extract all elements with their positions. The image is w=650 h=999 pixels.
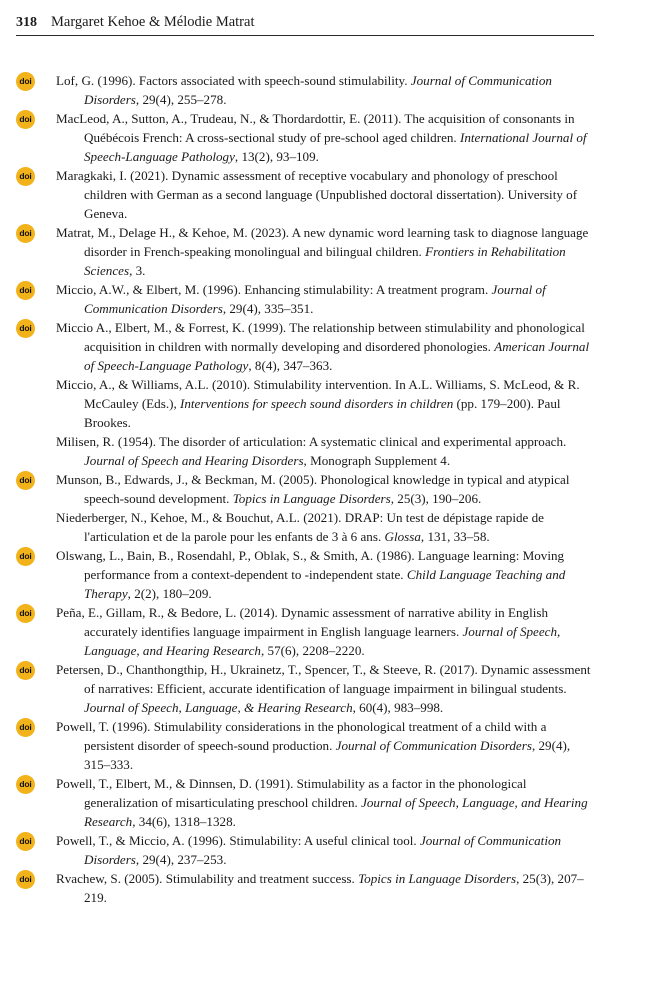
reference-source-title: Child Language Teaching and Therapy	[84, 567, 566, 601]
reference-entry	[16, 375, 594, 432]
reference-authors-title: Powell, T., & Miccio, A. (1996). Stimulability: A useful clinical tool.	[56, 833, 420, 848]
reference-authors-title: Niederberger, N., Kehoe, M., & Bouchut, A.L. (2021). DRAP: Un test de dépistage rapide de l'articulation et de la parole pour les enfants de 3 à 6 ans.	[56, 510, 544, 544]
doi-link-icon[interactable]: doi	[16, 281, 35, 300]
reference-text	[56, 869, 594, 907]
reference-volume-pages: , 25(3), 190–206.	[390, 491, 482, 506]
reference-entry	[16, 508, 594, 546]
reference-volume-pages: (pp. 179–200). Paul Brookes.	[84, 396, 561, 430]
reference-text	[56, 546, 594, 603]
reference-text	[56, 831, 594, 869]
reference-entry	[16, 774, 594, 831]
reference-volume-pages: , 60(4), 983–998.	[352, 700, 444, 715]
reference-text	[56, 432, 594, 470]
reference-authors-title: Lof, G. (1996). Factors associated with speech-sound stimulability.	[56, 73, 411, 88]
reference-authors-title: Petersen, D., Chanthongthip, H., Ukrainetz, T., Spencer, T., & Steeve, R. (2017). Dynamic assessment of narratives: Efficient, accurate identification of language impairment in bilingual students.	[56, 662, 591, 696]
doi-link-icon[interactable]: doi	[16, 547, 35, 566]
reference-volume-pages: , 3.	[129, 263, 146, 278]
reference-entry	[16, 717, 594, 774]
reference-source-title: Frontiers in Rehabilitation Sciences	[84, 244, 566, 278]
reference-text	[56, 71, 594, 109]
reference-volume-pages: , 29(4), 335–351.	[222, 301, 314, 316]
reference-text	[56, 280, 594, 318]
reference-entry	[16, 470, 594, 508]
doi-link-icon[interactable]: doi	[16, 870, 35, 889]
reference-volume-pages: , 2(2), 180–209.	[127, 586, 212, 601]
reference-entry	[16, 318, 594, 375]
reference-authors-title: Milisen, R. (1954). The disorder of articulation: A systematic clinical and experimental approach.	[56, 434, 567, 449]
reference-authors-title: Peña, E., Gillam, R., & Bedore, L. (2014). Dynamic assessment of narrative ability in English accurately identifies language impairment in English language learners.	[56, 605, 549, 639]
reference-volume-pages: , 29(4), 315–333.	[84, 738, 571, 772]
reference-text	[56, 109, 594, 166]
doi-link-icon[interactable]: doi	[16, 775, 35, 794]
reference-entry	[16, 223, 594, 280]
reference-authors-title: Powell, T., Elbert, M., & Dinnsen, D. (1991). Stimulability as a factor in the phonological generalization of misarticulating preschool children.	[56, 776, 527, 810]
reference-text	[56, 508, 594, 546]
reference-text	[56, 660, 594, 717]
reference-entry	[16, 603, 594, 660]
reference-list	[16, 71, 594, 907]
page-number: 318	[16, 15, 37, 30]
reference-volume-pages: , 8(4), 347–363.	[248, 358, 333, 373]
reference-entry	[16, 432, 594, 470]
reference-authors-title: Olswang, L., Bain, B., Rosendahl, P., Oblak, S., & Smith, A. (1986). Language learning: Moving performance from a context-dependent to -independent state.	[56, 548, 565, 582]
reference-authors-title: Rvachew, S. (2005). Stimulability and treatment success.	[56, 871, 359, 886]
reference-volume-pages: , 57(6), 2208–2220.	[260, 643, 365, 658]
doi-link-icon[interactable]: doi	[16, 224, 35, 243]
reference-source-title: Journal of Communication Disorders	[335, 738, 532, 753]
doi-link-icon[interactable]: doi	[16, 319, 35, 338]
reference-volume-pages: , 34(6), 1318–1328.	[132, 814, 236, 829]
reference-authors-title: Maragkaki, I. (2021). Dynamic assessment of receptive vocabulary and phonology of preschool children with German as a second language (Unpublished doctoral dissertation). University of Geneva.	[56, 168, 578, 221]
doi-link-icon[interactable]: doi	[16, 167, 35, 186]
reference-authors-title: Matrat, M., Delage H., & Kehoe, M. (2023). A new dynamic word learning task to diagnose language disorder in French-speaking monolingual and bilingual children.	[56, 225, 589, 259]
reference-volume-pages: , 29(4), 237–253.	[135, 852, 227, 867]
doi-link-icon[interactable]: doi	[16, 832, 35, 851]
doi-link-icon[interactable]: doi	[16, 471, 35, 490]
reference-entry	[16, 280, 594, 318]
reference-entry	[16, 109, 594, 166]
reference-volume-pages: , 25(3), 207–219.	[84, 871, 584, 905]
reference-source-title: Journal of Speech, Language, and Hearing Research	[84, 624, 561, 658]
reference-entry	[16, 71, 594, 109]
reference-text	[56, 166, 594, 223]
reference-text	[56, 470, 594, 508]
reference-source-title: Journal of Communication Disorders	[84, 282, 546, 316]
running-header	[16, 14, 594, 36]
reference-source-title: Interventions for speech sound disorders in children	[180, 396, 454, 411]
reference-authors-title: Munson, B., Edwards, J., & Beckman, M. (2005). Phonological knowledge in typical and atypical speech-sound development.	[56, 472, 570, 506]
reference-text	[56, 375, 594, 432]
reference-source-title: Journal of Communication Disorders	[84, 73, 552, 107]
reference-source-title: Glossa	[384, 529, 421, 544]
reference-text	[56, 603, 594, 660]
reference-text	[56, 717, 594, 774]
reference-authors-title: Miccio, A., & Williams, A.L. (2010). Stimulability intervention. In A.L. Williams, S. McLeod, & R. McCauley (Eds.),	[56, 377, 580, 411]
reference-volume-pages: , Monograph Supplement 4.	[303, 453, 451, 468]
reference-source-title: Topics in Language Disorders	[232, 491, 391, 506]
reference-text	[56, 774, 594, 831]
reference-entry	[16, 869, 594, 907]
reference-volume-pages: , 13(2), 93–109.	[234, 149, 319, 164]
reference-authors-title: Miccio, A.W., & Elbert, M. (1996). Enhancing stimulability: A treatment program.	[56, 282, 492, 297]
reference-text	[56, 223, 594, 280]
reference-authors-title: MacLeod, A., Sutton, A., Trudeau, N., & Thordardottir, E. (2011). The acquisition of consonants in Québécois French: A cross-sectional study of pre-school aged children.	[56, 111, 575, 145]
reference-source-title: American Journal of Speech-Language Pathology	[84, 339, 590, 373]
reference-entry	[16, 660, 594, 717]
reference-source-title: International Journal of Speech-Language Pathology	[84, 130, 587, 164]
reference-text	[56, 318, 594, 375]
reference-authors-title: Miccio A., Elbert, M., & Forrest, K. (1999). The relationship between stimulability and phonological acquisition in children with normally developing and disordered phonologies.	[56, 320, 585, 354]
reference-entry	[16, 166, 594, 223]
doi-link-icon[interactable]: doi	[16, 72, 35, 91]
reference-volume-pages: , 131, 33–58.	[420, 529, 490, 544]
reference-source-title: Topics in Language Disorders	[358, 871, 517, 886]
reference-source-title: Journal of Communication Disorders	[84, 833, 562, 867]
reference-authors-title: Powell, T. (1996). Stimulability considerations in the phonological treatment of a child with a persistent disorder of speech-sound production.	[56, 719, 547, 753]
reference-entry	[16, 546, 594, 603]
running-title: Margaret Kehoe & Mélodie Matrat	[51, 14, 255, 30]
reference-source-title: Journal of Speech, Language, and Hearing Research	[84, 795, 588, 829]
doi-link-icon[interactable]: doi	[16, 110, 35, 129]
doi-link-icon[interactable]: doi	[16, 604, 35, 623]
doi-link-icon[interactable]: doi	[16, 718, 35, 737]
reference-source-title: Journal of Speech, Language, & Hearing Research	[84, 700, 353, 715]
reference-source-title: Journal of Speech and Hearing Disorders	[84, 453, 304, 468]
doi-link-icon[interactable]: doi	[16, 661, 35, 680]
reference-volume-pages: , 29(4), 255–278.	[135, 92, 227, 107]
reference-entry	[16, 831, 594, 869]
